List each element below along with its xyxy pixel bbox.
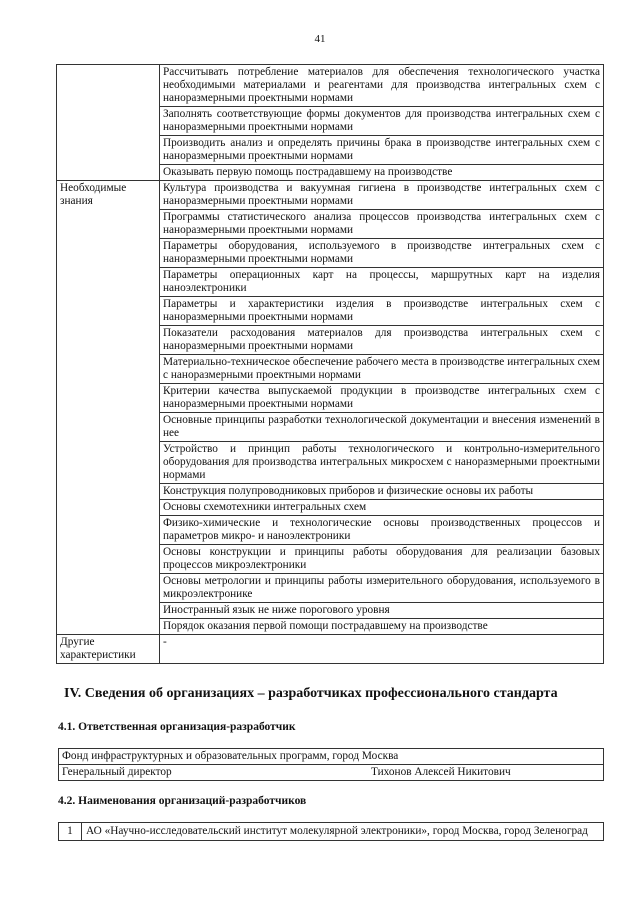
row-label: Другие характеристики xyxy=(57,635,160,664)
page-number: 41 xyxy=(314,33,326,45)
list-item: Параметры операционных карт на процессы, маршрутных карт на изделия наноэлектроники xyxy=(160,268,603,297)
org-name: АО «Научно-исследовательский институт молекулярной электроники», город Москва, город Зеленоград xyxy=(82,823,604,841)
developer-orgs-table xyxy=(58,822,604,841)
table-row-skills xyxy=(57,65,604,181)
list-item: Конструкция полупроводниковых приборов и физические основы их работы xyxy=(160,484,603,500)
list-item: Основы конструкции и принципы работы оборудования для реализации базовых процессов микроэлектроники xyxy=(160,545,603,574)
table-row-knowledge xyxy=(57,181,604,635)
list-item: Параметры и характеристики изделия в производстве интегральных схем с наноразмерными проектными нормами xyxy=(160,297,603,326)
director-position: Генеральный директор xyxy=(59,765,366,781)
table-row-other xyxy=(57,635,604,664)
subsection-title-developers: 4.2. Наименования организаций-разработчиков xyxy=(58,795,307,807)
list-item: Критерии качества выпускаемой продукции в производстве интегральных схем с наноразмерными проектными нормами xyxy=(160,384,603,413)
list-item: Производить анализ и определять причины брака в производстве интегральных схем с наноразмерными проектными нормами xyxy=(160,136,603,165)
section-title: IV. Сведения об организациях – разработчиках профессионального стандарта xyxy=(64,686,558,701)
org-name: Фонд инфраструктурных и образовательных программ, город Москва xyxy=(59,749,604,765)
subsection-title-responsible: 4.1. Ответственная организация-разработчик xyxy=(58,721,296,733)
row-label xyxy=(57,65,160,181)
list-item: Иностранный язык не ниже порогового уровня xyxy=(160,603,603,619)
skills-list xyxy=(160,65,604,181)
row-number: 1 xyxy=(59,823,82,841)
list-item: Устройство и принцип работы технологического и контрольно-измерительного оборудования для производства интегральных микросхем с наноразмерными проектными нормами xyxy=(160,442,603,484)
list-item: Основы схемотехники интегральных схем xyxy=(160,500,603,516)
list-item: Материально-техническое обеспечение рабочего места в производстве интегральных схем с наноразмерными проектными нормами xyxy=(160,355,603,384)
list-item: Программы статистического анализа процессов производства интегральных схем с наноразмерными проектными нормами xyxy=(160,210,603,239)
list-item: Оказывать первую помощь пострадавшему на производстве xyxy=(163,166,453,178)
list-item: Основные принципы разработки технологической документации и внесения изменений в нее xyxy=(160,413,603,442)
list-item: Рассчитывать потребление материалов для обеспечения технологического участка необходимыми материалами и реагентами для производства интегральных схем с наноразмерными проектными нормами xyxy=(160,65,603,107)
table-row xyxy=(59,765,604,781)
row-label: Необходимые знания xyxy=(57,181,160,635)
list-item: Заполнять соответствующие формы документов для производства интегральных схем с наноразмерными проектными нормами xyxy=(160,107,603,136)
list-item: Параметры оборудования, используемого в производстве интегральных схем с наноразмерными проектными нормами xyxy=(160,239,603,268)
list-item: Основы метрологии и принципы работы измерительного оборудования, используемого в микроэлектронике xyxy=(160,574,603,603)
table-row xyxy=(59,749,604,765)
list-item: Физико-химические и технологические основы производственных процессов и параметров микро- и наноэлектроники xyxy=(160,516,603,545)
table-row xyxy=(59,823,604,841)
list-item: Культура производства и вакуумная гигиена в производстве интегральных схем с наноразмерными проектными нормами xyxy=(160,181,603,210)
knowledge-list xyxy=(160,181,604,635)
director-name: Тихонов Алексей Никитович xyxy=(365,765,604,781)
responsible-org-table xyxy=(58,748,604,781)
other-value: - xyxy=(160,635,604,664)
list-item: Показатели расходования материалов для производства интегральных схем с наноразмерными проектными нормами xyxy=(160,326,603,355)
list-item: Порядок оказания первой помощи пострадавшему на производстве xyxy=(163,620,488,632)
skills-knowledge-table xyxy=(56,64,604,664)
